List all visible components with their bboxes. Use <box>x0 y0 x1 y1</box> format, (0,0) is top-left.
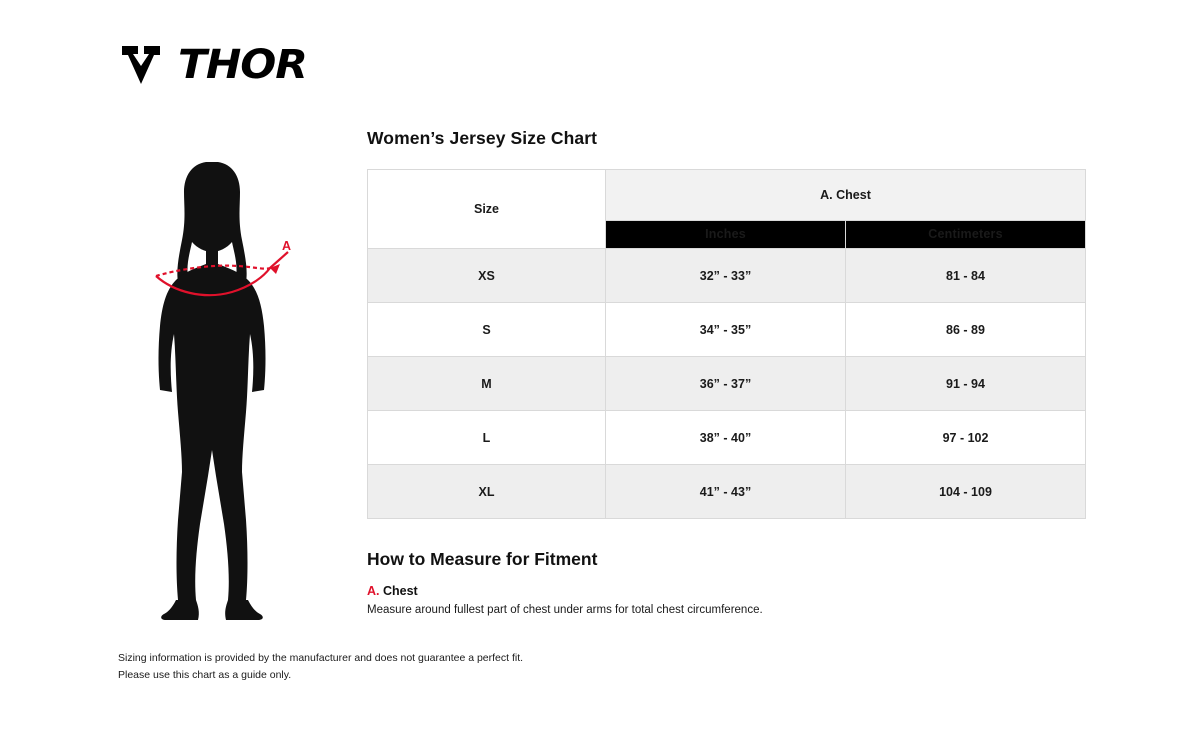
measure-item-heading <box>367 584 1085 598</box>
table-row <box>368 357 1086 411</box>
table-row <box>368 303 1086 357</box>
callout-label-a: A <box>282 239 292 253</box>
cell-size: M <box>368 357 606 411</box>
how-to-measure-title: How to Measure for Fitment <box>367 549 598 569</box>
cell-centimeters: 104 - 109 <box>846 465 1086 519</box>
cell-inches: 36” - 37” <box>606 357 846 411</box>
cell-size: L <box>368 411 606 465</box>
cell-inches: 41” - 43” <box>606 465 846 519</box>
cell-size: XL <box>368 465 606 519</box>
footer-line-1: Sizing information is provided by the manufacturer and does not guarantee a perfect fit. <box>118 652 524 664</box>
header-centimeters: Centimeters <box>846 220 1086 248</box>
female-body-silhouette-icon <box>120 160 340 620</box>
table-row <box>368 465 1086 519</box>
table-row <box>368 249 1086 303</box>
brand-logo <box>118 42 307 88</box>
cell-size: XS <box>368 249 606 303</box>
footer-line-2: Please use this chart as a guide only. <box>118 668 292 681</box>
header-group-chest: A. Chest <box>606 170 1086 221</box>
table-row <box>368 411 1086 465</box>
cell-inches: 38” - 40” <box>606 411 846 465</box>
header-inches: Inches <box>606 220 846 248</box>
measure-item-name: Chest <box>382 584 418 598</box>
footer-disclaimer <box>118 650 523 684</box>
measure-item-description: Measure around fullest part of chest under arms for total chest circumference. <box>367 604 763 616</box>
thor-hammer-icon <box>118 42 164 88</box>
header-size: Size <box>368 170 606 249</box>
cell-size: S <box>368 303 606 357</box>
measure-item <box>367 584 1085 619</box>
cell-centimeters: 86 - 89 <box>846 303 1086 357</box>
size-chart-table <box>367 169 1086 519</box>
cell-inches: 34” - 35” <box>606 303 846 357</box>
measure-item-letter: A. <box>367 584 380 598</box>
table-header-row <box>368 170 1086 221</box>
cell-centimeters: 81 - 84 <box>846 249 1086 303</box>
cell-centimeters: 97 - 102 <box>846 411 1086 465</box>
cell-centimeters: 91 - 94 <box>846 357 1086 411</box>
page-title: Women’s Jersey Size Chart <box>367 128 598 148</box>
figure-illustration <box>120 160 340 620</box>
brand-wordmark: THOR <box>178 42 307 88</box>
size-chart-section <box>367 128 1085 619</box>
cell-inches: 32” - 33” <box>606 249 846 303</box>
